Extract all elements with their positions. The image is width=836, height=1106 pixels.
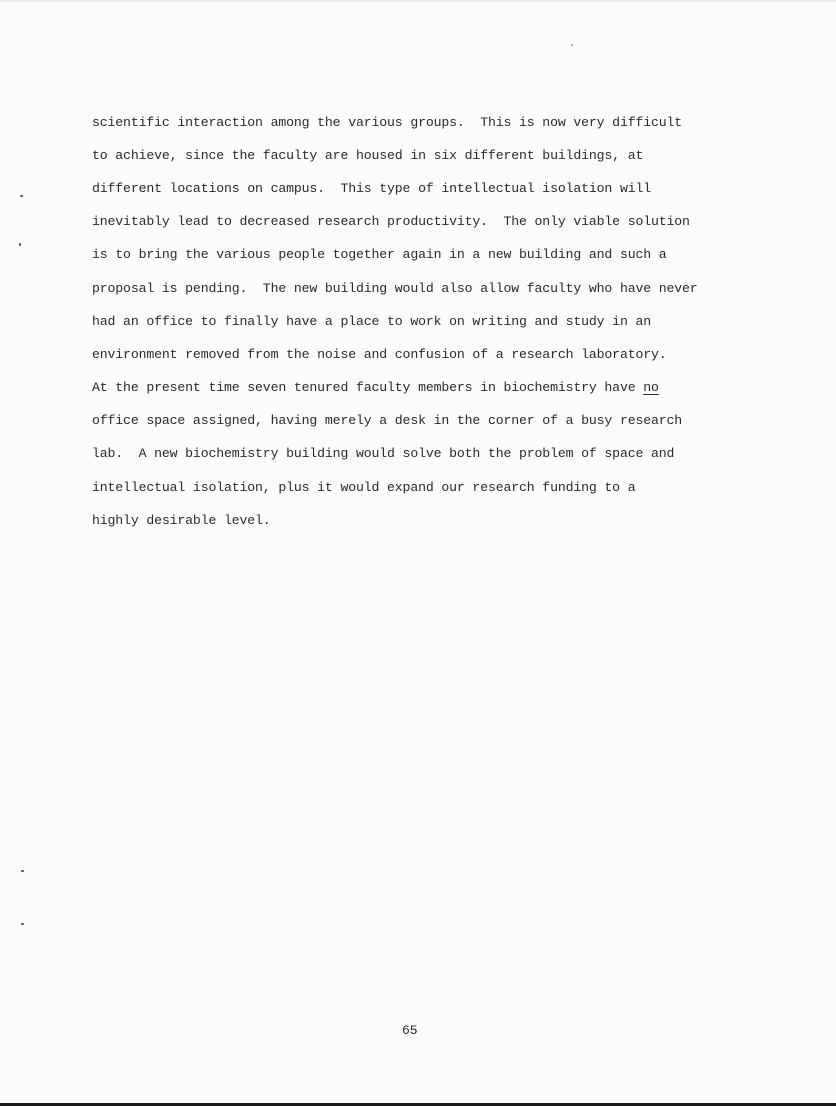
text-line-11: lab. A new biochemistry building would solve both the problem of space and [92,446,675,461]
text-line-6: proposal is pending. The new building would also allow faculty who have never [92,281,698,296]
text-line-8: environment removed from the noise and confusion of a research laboratory. [92,347,667,362]
page-number: 65 [402,1023,418,1038]
scan-speck [19,243,21,246]
text-line-1: scientific interaction among the various groups. This is now very difficult [92,115,683,130]
scan-speck [571,44,573,46]
text-line-10: office space assigned, having merely a desk in the corner of a busy research [92,413,683,428]
text-line-4: inevitably lead to decreased research productivity. The only viable solution [92,214,690,229]
text-line-3: different locations on campus. This type of intellectual isolation will [92,181,651,196]
emphasis-word: no [643,380,659,395]
scan-speck [21,870,24,872]
text-line-12: intellectual isolation, plus it would expand our research funding to a [92,480,636,495]
scan-speck [21,923,24,925]
text-line-9-main: At the present time seven tenured faculty members in biochemistry have [92,380,644,395]
text-line-13: highly desirable level. [92,513,271,528]
text-line-7: had an office to finally have a place to work on writing and study in an [92,314,651,329]
scan-speck [20,195,23,197]
text-line-2: to achieve, since the faculty are housed in six different buildings, at [92,148,644,163]
top-edge-shadow [0,0,836,2]
text-line-9 [92,379,659,397]
text-line-5: is to bring the various people together again in a new building and such a [92,247,667,262]
